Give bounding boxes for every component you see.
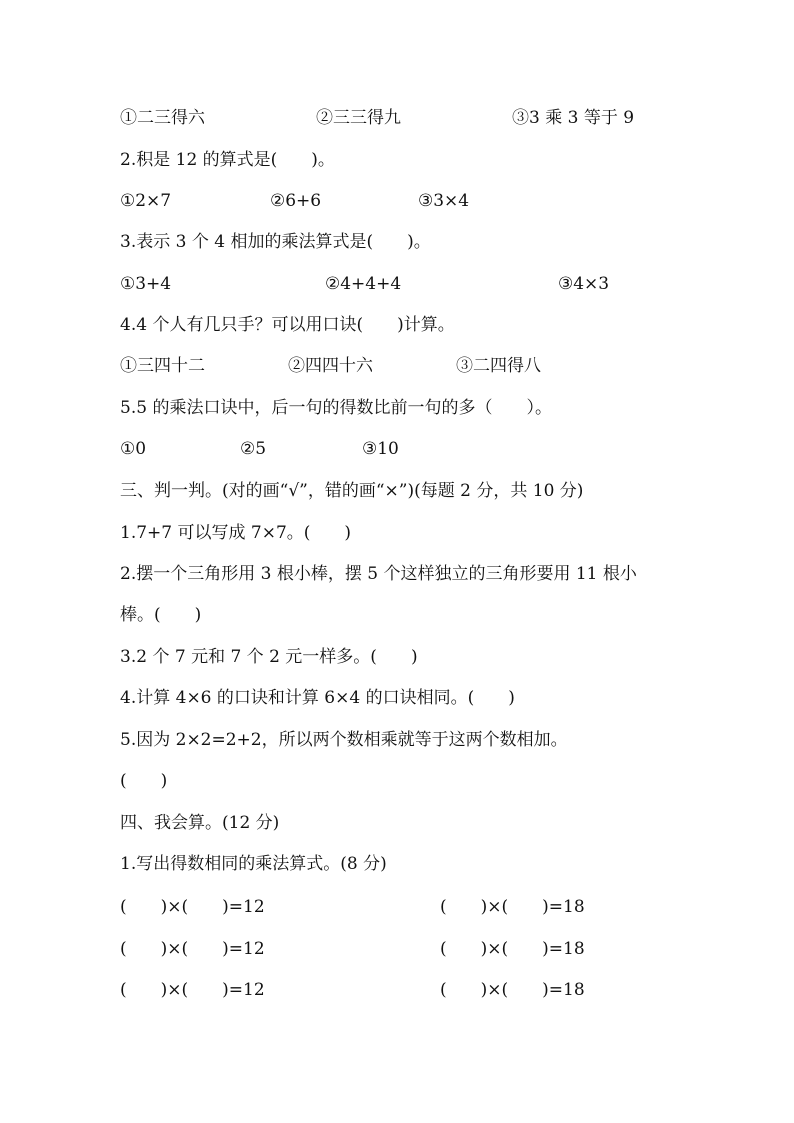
s4-sub-1: 1.写出得数相同的乘法算式。(8 分) — [120, 854, 387, 874]
s3-item-5-paren: ( ) — [120, 771, 168, 791]
s3-item-2: 2.摆一个三角形用 3 根小棒，摆 5 个这样独立的三角形要用 11 根小 — [120, 564, 637, 584]
q5-option-2: ②5 — [240, 439, 267, 459]
equation-left-1: ( )×( )=12 — [120, 897, 265, 917]
q3-option-1: ①3+4 — [120, 274, 172, 294]
q4-stem: 4.4 个人有几只手？可以用口诀( )计算。 — [120, 315, 455, 335]
q1-option-1: ①二三得六 — [120, 108, 205, 128]
s3-item-1: 1.7+7 可以写成 7×7。( ) — [120, 523, 352, 543]
q1-option-2: ②三三得九 — [316, 108, 401, 128]
equation-right-2: ( )×( )=18 — [440, 939, 585, 959]
q2-option-3: ③3×4 — [418, 191, 470, 211]
equation-right-1: ( )×( )=18 — [440, 897, 585, 917]
q4-option-3: ③二四得八 — [456, 356, 541, 376]
q5-stem: 5.5 的乘法口诀中，后一句的得数比前一句的多（ ）。 — [120, 398, 552, 418]
q3-option-3: ③4×3 — [558, 274, 610, 294]
equation-left-2: ( )×( )=12 — [120, 939, 265, 959]
equation-left-3: ( )×( )=12 — [120, 980, 265, 1000]
q4-option-1: ①三四十二 — [120, 356, 205, 376]
q5-option-1: ①0 — [120, 439, 147, 459]
q5-option-3: ③10 — [362, 439, 399, 459]
s3-item-4: 4.计算 4×6 的口诀和计算 6×4 的口诀相同。( ) — [120, 688, 515, 708]
s3-item-5: 5.因为 2×2=2+2，所以两个数相乘就等于这两个数相加。 — [120, 730, 568, 750]
q2-option-1: ①2×7 — [120, 191, 172, 211]
section-3-title: 三、判一判。(对的画“√”，错的画“×”)(每题 2 分，共 10 分) — [120, 481, 584, 501]
q4-option-2: ②四四十六 — [288, 356, 373, 376]
equation-right-3: ( )×( )=18 — [440, 980, 585, 1000]
s3-item-2-cont: 棒。( ) — [120, 605, 202, 625]
q2-stem: 2.积是 12 的算式是( )。 — [120, 150, 335, 170]
q1-option-3: ③3 乘 3 等于 9 — [512, 108, 635, 128]
s3-item-3: 3.2 个 7 元和 7 个 2 元一样多。( ) — [120, 647, 418, 667]
q2-option-2: ②6+6 — [270, 191, 322, 211]
q3-option-2: ②4+4+4 — [325, 274, 402, 294]
q3-stem: 3.表示 3 个 4 相加的乘法算式是( )。 — [120, 232, 431, 252]
section-4-title: 四、我会算。(12 分) — [120, 813, 280, 833]
